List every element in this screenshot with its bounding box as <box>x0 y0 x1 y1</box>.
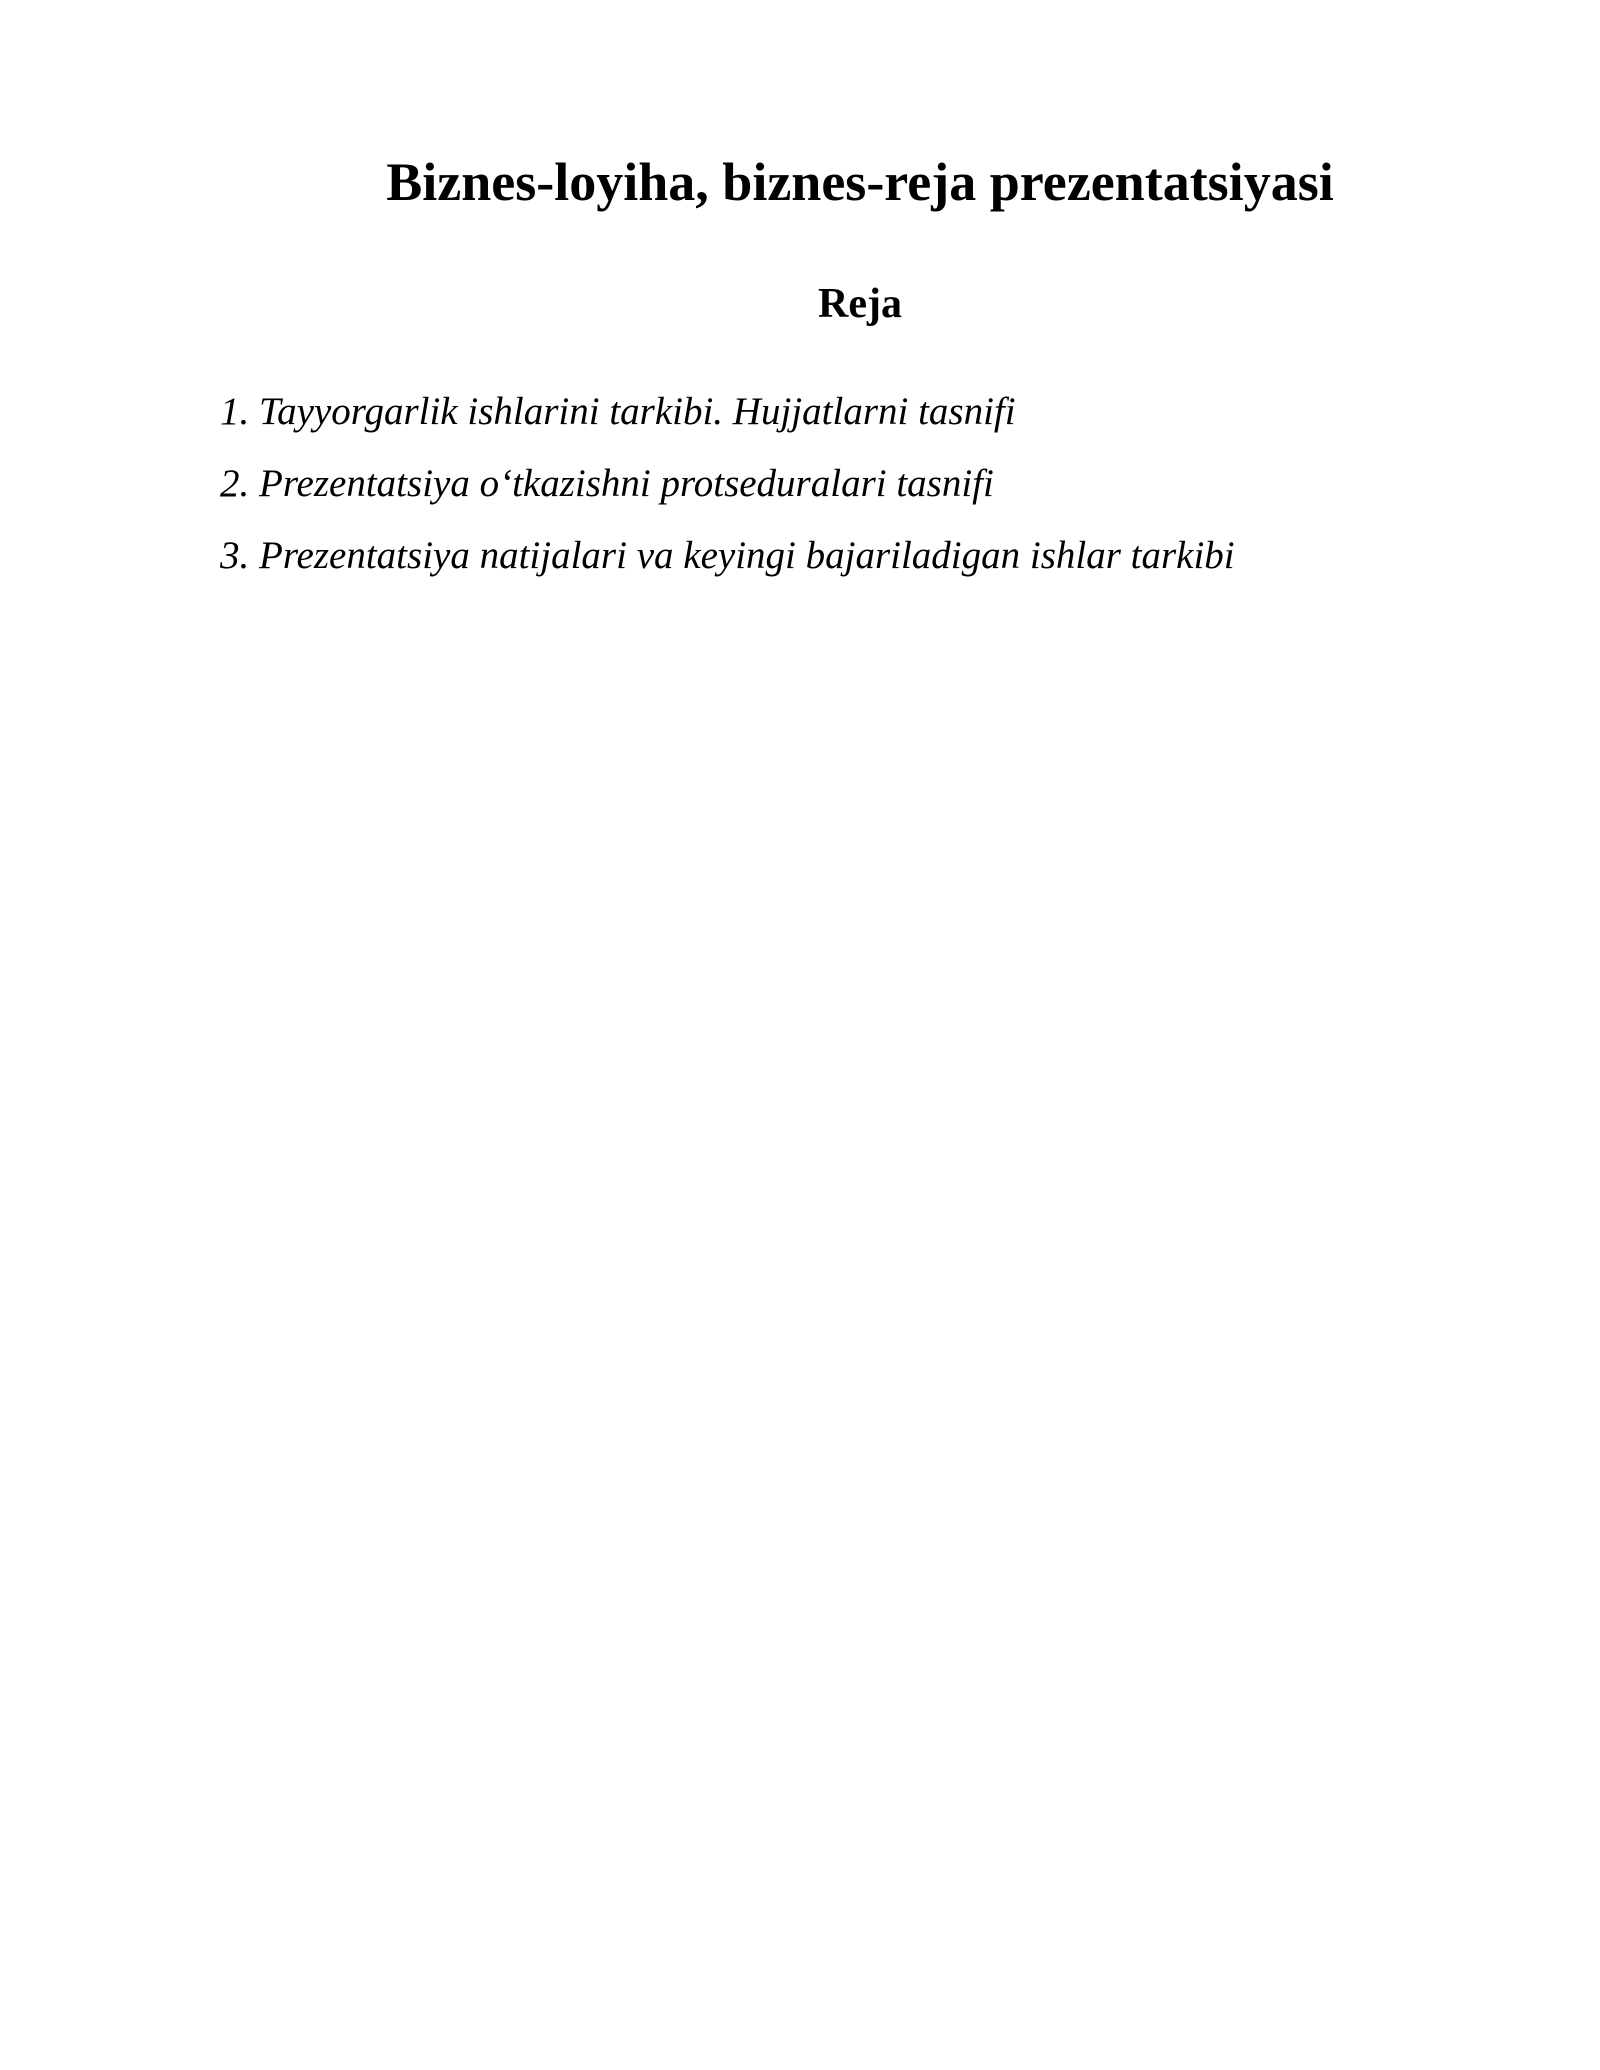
document-title: Biznes-loyiha, biznes-reja prezentatsiyasi <box>386 152 1334 212</box>
plan-list <box>220 386 1440 602</box>
plan-item-2: 2. Prezentatsiya o‘tkazishni protseduralari tasnifi <box>220 462 994 505</box>
plan-item-3: 3. Prezentatsiya natijalari va keyingi bajariladigan ishlar tarkibi <box>220 534 1235 577</box>
plan-item-1: 1. Tayyorgarlik ishlarini tarkibi. Hujjatlarni tasnifi <box>220 390 1016 433</box>
plan-heading: Reja <box>818 281 902 327</box>
